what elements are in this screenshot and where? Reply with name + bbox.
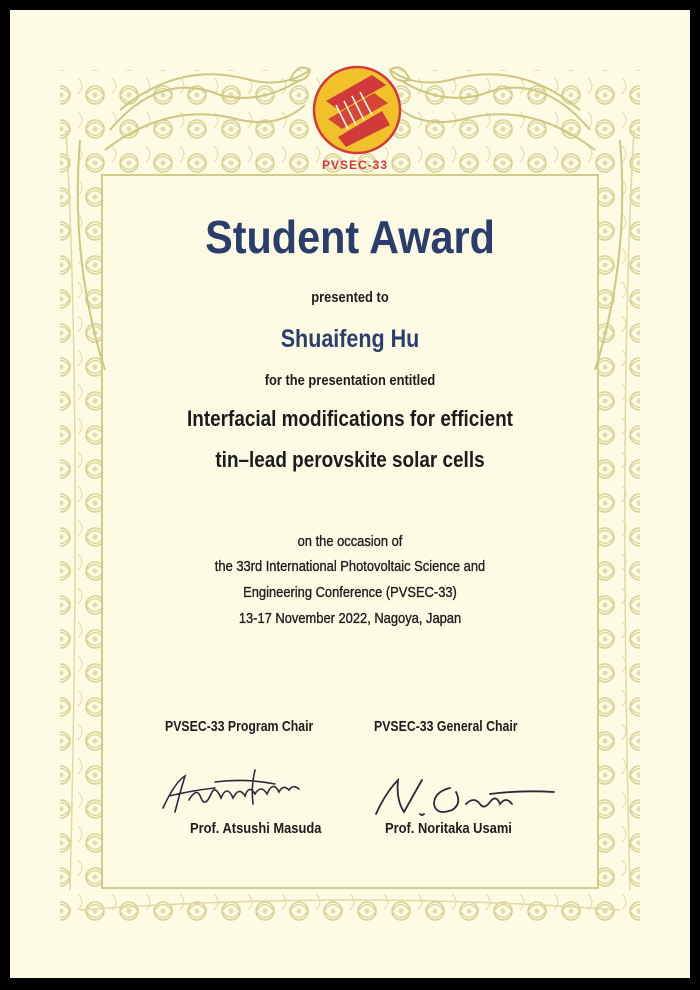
- recipient-name: Shuaifeng Hu: [280, 325, 420, 353]
- certificate: [10, 10, 690, 978]
- program-chair-role: PVSEC-33 Program Chair: [165, 718, 314, 735]
- signature-usami: [370, 770, 560, 822]
- occasion-line: 13-17 November 2022, Nagoya, Japan: [238, 610, 462, 627]
- pvsec-logo: [312, 65, 402, 155]
- occasion-line: Engineering Conference (PVSEC-33): [243, 584, 457, 601]
- presentation-title-line: Interfacial modifications for efficient: [187, 406, 513, 431]
- logo-text: PVSEC-33: [321, 158, 389, 172]
- presentation-label: for the presentation entitled: [264, 372, 436, 389]
- presented-to-label: presented to: [311, 289, 389, 306]
- award-title: Student Award: [205, 211, 495, 263]
- general-chair-role: PVSEC-33 General Chair: [374, 718, 518, 735]
- general-chair-name: Prof. Noritaka Usami: [385, 820, 512, 837]
- ornamental-border: [10, 10, 690, 978]
- signature-masuda: [155, 762, 335, 818]
- occasion-line: the 33rd International Photovoltaic Science and: [214, 558, 486, 575]
- program-chair-name: Prof. Atsushi Masuda: [190, 820, 322, 837]
- presentation-title-line: tin–lead perovskite solar cells: [215, 447, 485, 472]
- occasion-line: on the occasion of: [297, 533, 403, 550]
